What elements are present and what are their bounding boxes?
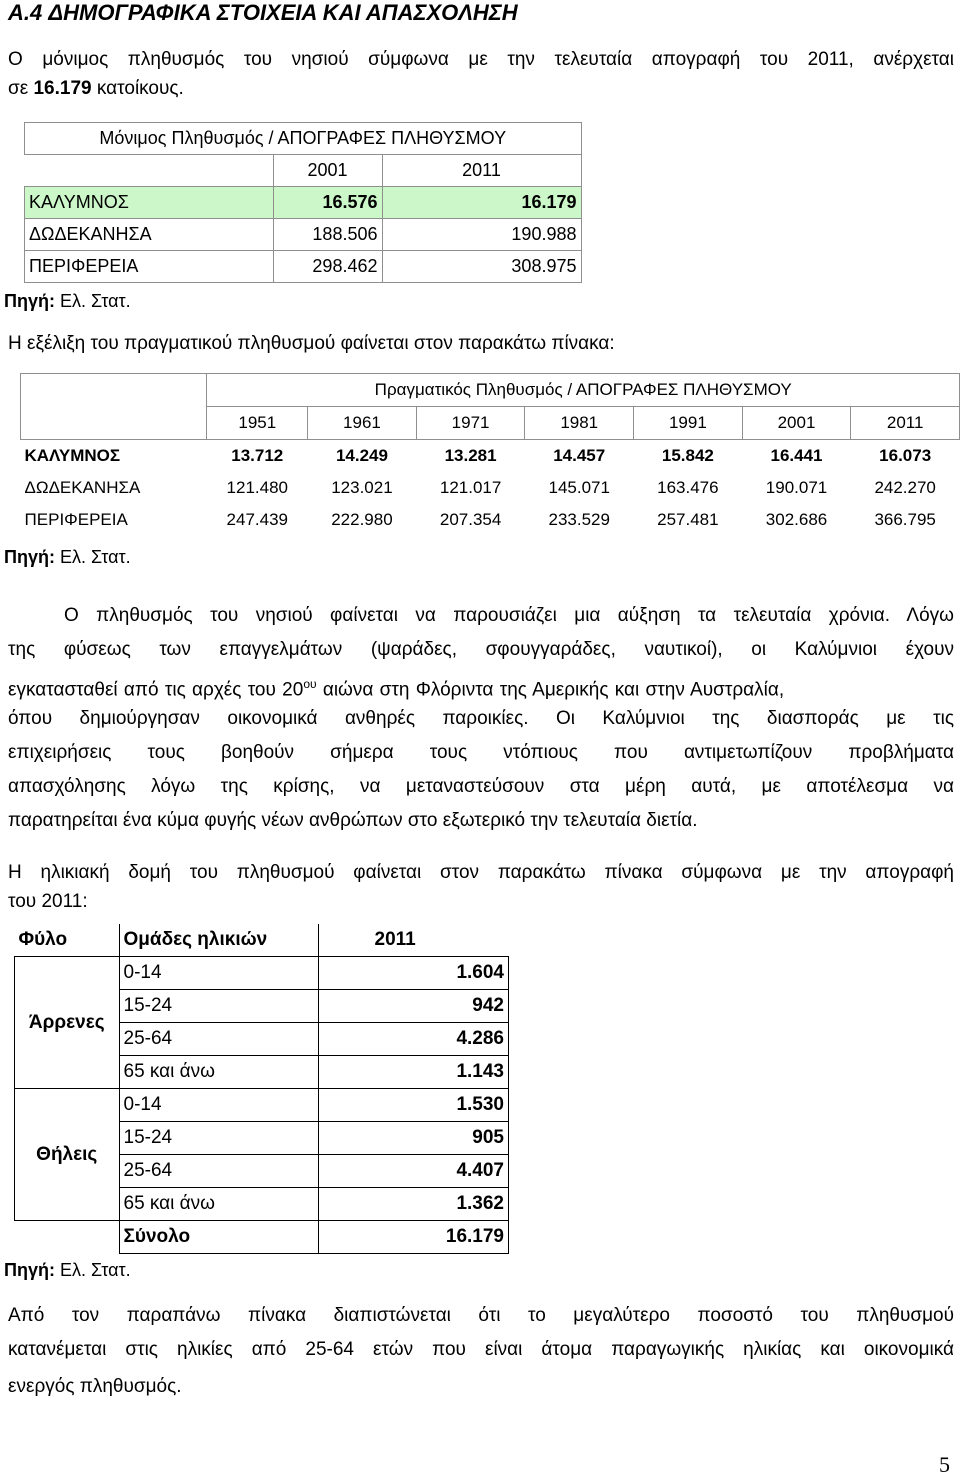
table2-year-header: 1971: [416, 407, 525, 440]
para3-line-2: της φύσεως των επαγγελμάτων (ψαράδες, σφουγγαράδες, ναυτικοί), οι Καλύμνιοι έχουν: [8, 639, 954, 660]
table2-cell: 14.249: [335, 446, 388, 465]
table3-age-group: 0-14: [119, 957, 318, 990]
table1-year-header: 2011: [382, 155, 581, 187]
table2-cell: 13.281: [444, 446, 497, 465]
intro-population-value: 16.179: [33, 78, 92, 99]
table1-cell: 188.506: [273, 219, 382, 251]
table1-title: Μόνιμος Πληθυσμός / ΑΠΟΓΡΑΦΕΣ ΠΛΗΘΥΣΜΟΥ: [25, 123, 582, 155]
table3-value: 905: [318, 1122, 509, 1155]
table1-row-name: ΔΩΔΕΚΑΝΗΣΑ: [25, 219, 274, 251]
table3-value: 1.604: [318, 957, 509, 990]
para3-line-5: επιχειρήσεις τους βοηθούν σήμερα τους ντόπιους που αντιμετωπίζουν προβλήματα: [8, 742, 954, 763]
table2-source: [4, 546, 131, 568]
table2-cell: 247.439: [226, 510, 288, 529]
table3-age-group: 65 και άνω: [119, 1056, 318, 1089]
table2-source-label: Πηγή:: [4, 547, 55, 567]
table3-header-sex: Φύλο: [15, 924, 120, 957]
table3-age-group: 25-64: [119, 1023, 318, 1056]
table1-empty-cell: [25, 155, 274, 187]
table2-cell: 145.071: [548, 478, 610, 497]
table1-source: [4, 290, 131, 312]
table3-age-group: 65 και άνω: [119, 1188, 318, 1221]
intro4-line-1: Η ηλικιακή δομή του πληθυσμού φαίνεται στον παρακάτω πίνακα σύμφωνα με την απογραφή: [8, 862, 954, 883]
table2-year-header: 1961: [308, 407, 417, 440]
table3-source-value: Ελ. Στατ.: [55, 1260, 131, 1280]
table2-row: [21, 504, 960, 536]
table1-year-header: 2001: [273, 155, 382, 187]
table3-age-group: 0-14: [119, 1089, 318, 1122]
table3-age-group: 15-24: [119, 990, 318, 1023]
age-structure-table: [14, 924, 509, 1254]
table2-cell: 233.529: [548, 510, 610, 529]
table2-title: Πραγματικός Πληθυσμός / ΑΠΟΓΡΑΦΕΣ ΠΛΗΘΥΣΜΟΥ: [207, 374, 960, 407]
table2-row-name: ΚΑΛΥΜΝΟΣ: [24, 446, 121, 465]
para3-line-6: απασχόλησης λόγω της κρίσης, να μεταναστεύσουν στα μέρη αυτά, με αποτέλεσμα να: [8, 776, 954, 797]
para3-line-3: [8, 668, 954, 706]
para3-superscript: ου: [303, 677, 317, 691]
para3-line-3a: εγκατασταθεί από τις αρχές του 20: [8, 679, 304, 701]
table3-value: 1.530: [318, 1089, 509, 1122]
table2-cell: 121.480: [226, 478, 288, 497]
table1-cell: 16.179: [382, 187, 581, 219]
table1-row-name: ΚΑΛΥΜΝΟΣ: [25, 187, 274, 219]
table3-value: 1.143: [318, 1056, 509, 1089]
table2-cell: 222.980: [331, 510, 393, 529]
table1-cell: 190.988: [382, 219, 581, 251]
table3-male-label: Άρρενες: [15, 957, 120, 1089]
table2-cell: 163.476: [657, 478, 719, 497]
table1-row: [25, 251, 582, 283]
table3-age-group: 15-24: [119, 1122, 318, 1155]
table2-cell: 14.457: [553, 446, 606, 465]
table2-year-header: 2001: [742, 407, 851, 440]
table2-cell: 121.017: [439, 478, 502, 497]
table1-row: [25, 219, 582, 251]
table1-row: [25, 187, 582, 219]
table2-cell: 13.712: [231, 446, 284, 465]
intro-line-1: Ο μόνιμος πληθυσμός του νησιού σύμφωνα με την τελευταία απογραφή του 2011, ανέρχεται: [8, 49, 954, 70]
table2-row-name: ΔΩΔΕΚΑΝΗΣΑ: [24, 478, 141, 497]
table2-row: [21, 440, 960, 473]
conclusion-line-2: κατανέμεται στις ηλικίες από 25-64 ετών που είναι άτομα παραγωγικής ηλικίας και οικονομικά: [8, 1339, 954, 1360]
table3-source: [4, 1259, 131, 1281]
table2-cell: 257.481: [657, 510, 719, 529]
table2-year-header: 1991: [634, 407, 743, 440]
conclusion-line-3: ενεργός πληθυσμός.: [8, 1376, 182, 1397]
table1-cell: 298.462: [273, 251, 382, 283]
table2-cell: 207.354: [439, 510, 502, 529]
table1-row-name: ΠΕΡΙΦΕΡΕΙΑ: [25, 251, 274, 283]
table2-cell: 15.842: [661, 446, 714, 465]
table3-total-value: 16.179: [318, 1221, 509, 1254]
table2-cell: 16.441: [770, 446, 823, 465]
table2-year-header: 1981: [525, 407, 634, 440]
table2-year-header: 2011: [851, 407, 960, 440]
table2-cell: 16.073: [879, 446, 932, 465]
table2-row-name: ΠΕΡΙΦΕΡΕΙΑ: [24, 510, 128, 529]
intro-line-2-post: κατοίκους.: [91, 78, 184, 99]
table1-cell: 308.975: [382, 251, 581, 283]
section-heading: A.4 ΔΗΜΟΓΡΑΦΙΚΑ ΣΤΟΙΧΕΙΑ ΚΑΙ ΑΠΑΣΧΟΛΗΣΗ: [8, 0, 518, 25]
table2-cell: 123.021: [331, 478, 393, 497]
table3-value: 4.407: [318, 1155, 509, 1188]
para3-line-1: Ο πληθυσμός του νησιού φαίνεται να παρουσιάζει μια αύξηση τα τελευταία χρόνια. Λόγω: [64, 605, 954, 626]
intro4-line-2: του 2011:: [8, 891, 88, 912]
table2-year-header: 1951: [207, 407, 308, 440]
table3-empty-cell: [15, 1221, 120, 1254]
table3-age-group: 25-64: [119, 1155, 318, 1188]
conclusion-line-1: Από τον παραπάνω πίνακα διαπιστώνεται ότι το μεγαλύτερο ποσοστό του πληθυσμού: [8, 1305, 954, 1326]
table3-total-row: [15, 1221, 509, 1254]
table1-cell: 16.576: [273, 187, 382, 219]
table3-row: [15, 1089, 509, 1122]
table3-value: 942: [318, 990, 509, 1023]
intro-line-2-pre: σε: [8, 78, 34, 99]
table3-value: 1.362: [318, 1188, 509, 1221]
table2-cell: 366.795: [874, 510, 936, 529]
table3-header-age: Ομάδες ηλικιών: [119, 924, 318, 957]
table2-cell: 302.686: [765, 510, 828, 529]
table3-header-year: 2011: [318, 924, 509, 957]
table2-intro: Η εξέλιξη του πραγματικού πληθυσμού φαίνεται στον παρακάτω πίνακα:: [8, 333, 615, 354]
table1-source-label: Πηγή:: [4, 291, 55, 311]
table2-empty-cell: [21, 374, 207, 440]
table3-row: [15, 957, 509, 990]
para3-line-4: όπου δημιούργησαν οικονομικά ανθηρές παροικίες. Οι Καλύμνιοι της διασποράς με τις: [8, 708, 954, 729]
table3-female-label: Θήλεις: [15, 1089, 120, 1221]
table3-value: 4.286: [318, 1023, 509, 1056]
table2-cell: 242.270: [874, 478, 936, 497]
intro-line-2: [8, 72, 184, 105]
table2-row: [21, 472, 960, 504]
page-number: 5: [939, 1452, 950, 1477]
table3-source-label: Πηγή:: [4, 1260, 55, 1280]
table2-source-value: Ελ. Στατ.: [55, 547, 131, 567]
para3-line-3b: αιώνα στη Φλόριντα της Αμερικής και στην Αυστραλία,: [316, 679, 785, 701]
actual-population-table: [20, 373, 960, 536]
permanent-population-table: [24, 122, 582, 283]
table3-total-label: Σύνολο: [119, 1221, 318, 1254]
table1-source-value: Ελ. Στατ.: [55, 291, 131, 311]
para3-line-7: παρατηρείται ένα κύμα φυγής νέων ανθρώπων στο εξωτερικό την τελευταία διετία.: [8, 810, 698, 831]
table2-cell: 190.071: [765, 478, 828, 497]
